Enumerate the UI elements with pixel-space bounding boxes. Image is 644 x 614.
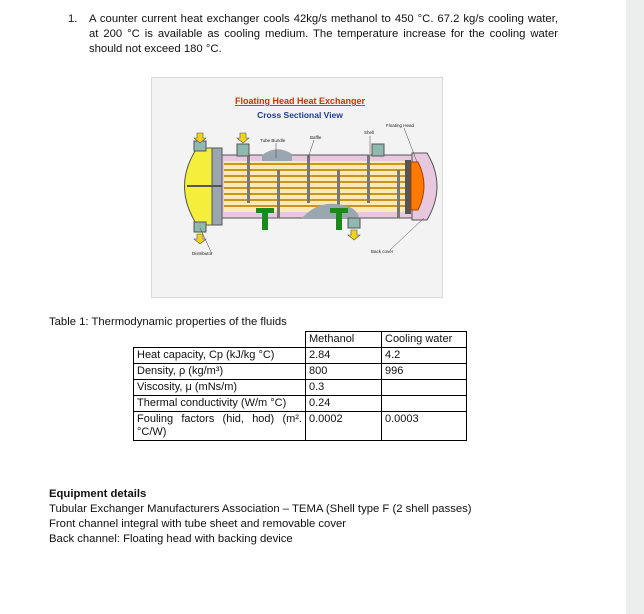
table-caption: Table 1: Thermodynamic properties of the fluids xyxy=(49,316,287,328)
shell-outlet-nozzle xyxy=(348,218,360,228)
equipment-details xyxy=(49,487,472,547)
heat-exchanger-figure xyxy=(151,77,443,298)
tube-outlet-arrow xyxy=(194,234,206,244)
shell-nozzle-right xyxy=(372,144,384,156)
header-cooling-water: Cooling water xyxy=(382,332,467,348)
table-row xyxy=(134,412,467,441)
property-cell: Thermal conductivity (W/m °C) xyxy=(134,396,306,412)
table-row xyxy=(134,348,467,364)
equipment-line-back-channel: Back channel: Floating head with backing device xyxy=(49,533,293,545)
methanol-value: 800 xyxy=(306,364,382,380)
water-value: 0.0003 xyxy=(382,412,467,441)
heat-exchanger-diagram xyxy=(152,78,444,299)
properties-table xyxy=(133,331,467,441)
tube-outlet-nozzle xyxy=(194,222,206,232)
header-blank-cell xyxy=(134,332,306,348)
shell-outlet-arrow xyxy=(348,230,360,240)
label-shell: Shell xyxy=(364,130,375,135)
label-tube-bundle: Tube Bundle xyxy=(260,138,286,143)
property-cell: Fouling factors (hid, hod) (m².°C/W) xyxy=(134,412,306,441)
table-row xyxy=(134,364,467,380)
methanol-value: 0.0002 xyxy=(306,412,382,441)
shell-inlet-arrow xyxy=(237,133,249,143)
water-value xyxy=(382,396,467,412)
label-floating-head: Floating Head xyxy=(386,123,415,128)
property-cell: Viscosity, μ (mNs/m) xyxy=(134,380,306,396)
figure-title: Floating Head Heat Exchanger xyxy=(234,96,366,106)
equipment-line-front-channel: Front channel integral with tube sheet and removable cover xyxy=(49,518,347,530)
equipment-heading: Equipment details xyxy=(49,488,147,500)
water-value: 996 xyxy=(382,364,467,380)
table-row xyxy=(134,396,467,412)
water-value xyxy=(382,380,467,396)
header-methanol: Methanol xyxy=(306,332,382,348)
shell-fluid-top xyxy=(262,149,292,161)
label-distributor: Distributor xyxy=(192,251,213,256)
table-header-row xyxy=(134,332,467,348)
methanol-value: 0.3 xyxy=(306,380,382,396)
page-scroll-strip xyxy=(626,0,644,614)
property-cell: Heat capacity, Cp (kJ/kg °C) xyxy=(134,348,306,364)
methanol-value: 0.24 xyxy=(306,396,382,412)
table-row xyxy=(134,380,467,396)
tube-bundle xyxy=(224,161,414,212)
equipment-line-tema: Tubular Exchanger Manufacturers Association – TEMA (Shell type F (2 shell passes) xyxy=(49,503,472,515)
question-number: 1. xyxy=(68,13,78,25)
label-back-cover: Back cover xyxy=(371,249,394,254)
water-value: 4.2 xyxy=(382,348,467,364)
label-baffle: Baffle xyxy=(310,135,322,140)
question-1 xyxy=(68,12,558,57)
question-text: A counter current heat exchanger cools 42kg/s methanol to 450 °C. 67.2 kg/s cooling water, at 200 °C is available as cooling medium. The temperature increase for the cooling water should not exceed 180 °C. xyxy=(89,13,558,55)
shell-inlet-nozzle xyxy=(237,144,249,156)
methanol-value: 2.84 xyxy=(306,348,382,364)
floating-tube-sheet xyxy=(405,160,411,214)
property-cell: Density, ρ (kg/m³) xyxy=(134,364,306,380)
figure-subtitle: Cross Sectional View xyxy=(257,110,343,120)
